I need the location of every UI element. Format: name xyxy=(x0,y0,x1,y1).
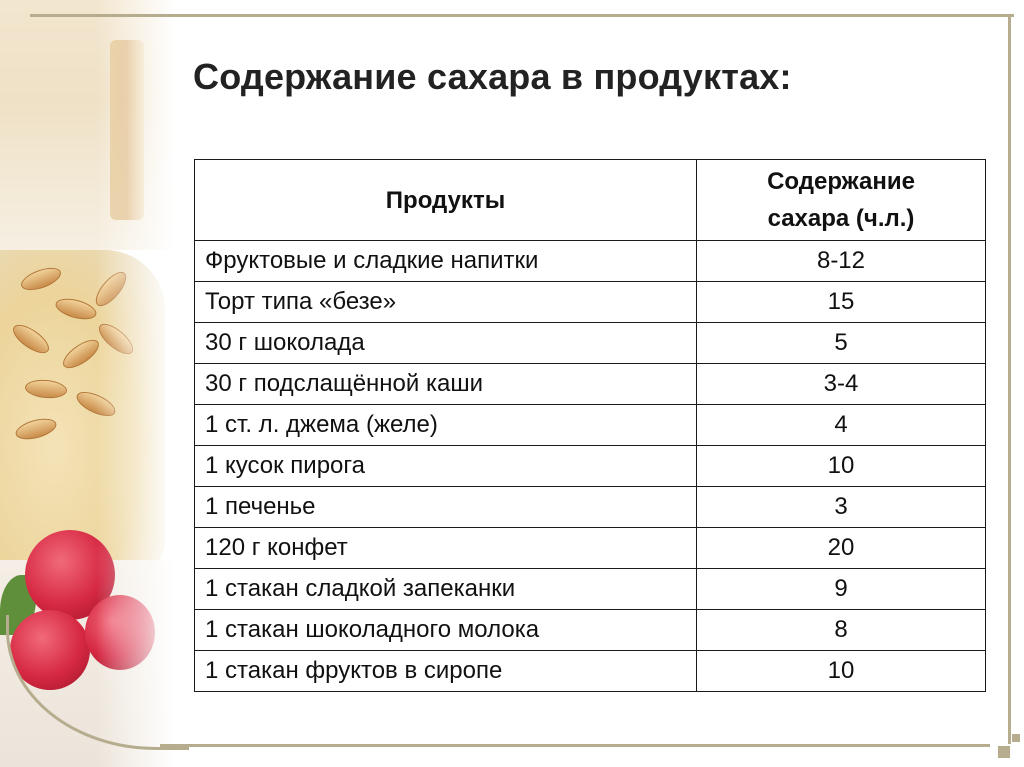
header-sugar-content xyxy=(697,160,986,241)
sugar-cell: 15 xyxy=(697,282,986,323)
table-row xyxy=(195,405,986,446)
table-row xyxy=(195,651,986,692)
frame-corner-square xyxy=(998,746,1010,758)
header-sugar-line2: сахара (ч.л.) xyxy=(767,205,915,232)
product-cell: 1 печенье xyxy=(195,487,697,528)
sugar-cell: 5 xyxy=(697,323,986,364)
table-row xyxy=(195,610,986,651)
sugar-cell: 4 xyxy=(697,405,986,446)
table-row xyxy=(195,282,986,323)
sugar-content-table xyxy=(194,159,986,692)
sugar-cell: 8-12 xyxy=(697,241,986,282)
product-cell: 1 стакан сладкой запеканки xyxy=(195,569,697,610)
product-cell: Фруктовые и сладкие напитки xyxy=(195,241,697,282)
product-cell: 30 г подслащённой каши xyxy=(195,364,697,405)
table-row xyxy=(195,487,986,528)
frame-bottom-line xyxy=(160,744,990,747)
slide-title: Содержание сахара в продуктах: xyxy=(193,56,792,97)
frame-top-line xyxy=(30,14,1014,17)
table-row xyxy=(195,323,986,364)
product-cell: 1 стакан шоколадного молока xyxy=(195,610,697,651)
table-row xyxy=(195,241,986,282)
table-row xyxy=(195,364,986,405)
sugar-cell: 8 xyxy=(697,610,986,651)
table-row xyxy=(195,528,986,569)
sugar-cell: 9 xyxy=(697,569,986,610)
product-cell: 30 г шоколада xyxy=(195,323,697,364)
table-row xyxy=(195,446,986,487)
product-cell: 120 г конфет xyxy=(195,528,697,569)
product-cell: 1 ст. л. джема (желе) xyxy=(195,405,697,446)
product-cell: 1 стакан фруктов в сиропе xyxy=(195,651,697,692)
sugar-cell: 10 xyxy=(697,446,986,487)
header-products: Продукты xyxy=(195,160,697,241)
sugar-cell: 3 xyxy=(697,487,986,528)
table-row xyxy=(195,569,986,610)
frame-right-line xyxy=(1008,14,1011,744)
frame-corner-square xyxy=(1012,734,1020,742)
table-header-row xyxy=(195,160,986,241)
product-cell: Торт типа «безе» xyxy=(195,282,697,323)
sugar-cell: 3-4 xyxy=(697,364,986,405)
sugar-cell: 20 xyxy=(697,528,986,569)
product-cell: 1 кусок пирога xyxy=(195,446,697,487)
sugar-cell: 10 xyxy=(697,651,986,692)
header-sugar-line1: Содержание xyxy=(767,168,915,195)
